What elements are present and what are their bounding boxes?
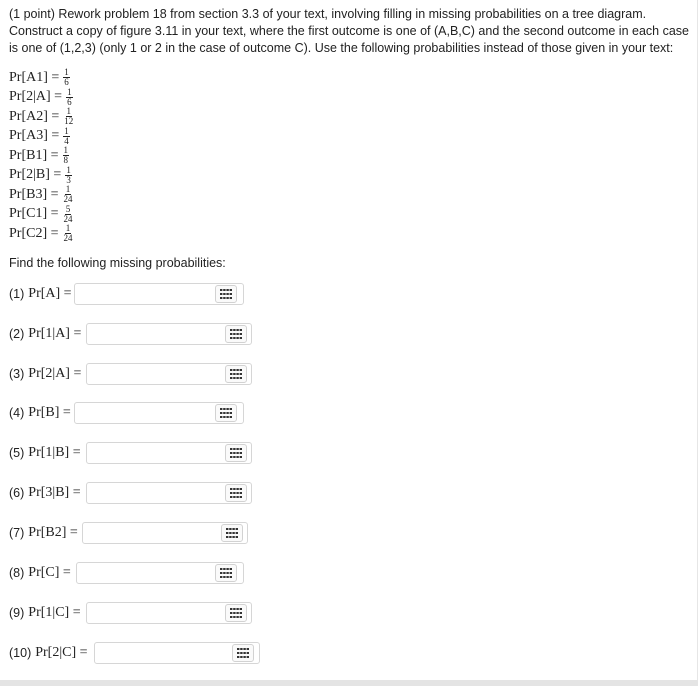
instructions-text: Find the following missing probabilities:	[9, 256, 226, 270]
fraction-denominator: 4	[64, 135, 69, 146]
given-row	[9, 107, 74, 127]
keypad-button[interactable]	[232, 644, 254, 662]
question-number: (2)	[9, 327, 25, 341]
keypad-button[interactable]	[221, 524, 243, 542]
keypad-button[interactable]	[215, 285, 237, 303]
given-label: Pr[B1] =	[9, 147, 59, 163]
question-row	[9, 640, 88, 666]
question-expression: Pr[3|B] =	[28, 485, 81, 500]
keypad-button[interactable]	[225, 325, 247, 343]
given-label: Pr[2|B] =	[9, 167, 62, 183]
given-fraction	[66, 88, 73, 107]
fraction-denominator: 6	[64, 77, 69, 88]
question-expression: Pr[1|B] =	[28, 445, 81, 460]
fraction-denominator: 24	[63, 233, 73, 244]
keypad-button[interactable]	[225, 365, 247, 383]
question-expression: Pr[2|A] =	[28, 366, 82, 381]
keypad-button[interactable]	[225, 484, 247, 502]
fraction-numerator: 1	[67, 86, 72, 97]
keypad-grid-icon	[230, 369, 242, 379]
keypad-grid-icon	[230, 448, 242, 458]
question-expression: Pr[C] =	[28, 565, 71, 580]
given-row	[9, 146, 74, 166]
question-expression: Pr[B] =	[28, 405, 71, 420]
question-number: (10)	[9, 646, 32, 660]
keypad-button[interactable]	[215, 564, 237, 582]
given-row	[9, 205, 74, 225]
question-expression: Pr[B2] =	[28, 525, 78, 540]
given-label: Pr[A1] =	[9, 69, 60, 85]
given-row	[9, 88, 74, 108]
given-fraction	[63, 185, 74, 204]
given-row	[9, 166, 74, 186]
given-label: Pr[A2] =	[9, 108, 60, 124]
given-probabilities	[9, 68, 74, 244]
question-row	[9, 400, 71, 426]
keypad-grid-icon	[230, 329, 242, 339]
question-expression: Pr[2|C] =	[35, 645, 88, 660]
keypad-button[interactable]	[225, 444, 247, 462]
keypad-grid-icon	[230, 608, 242, 618]
given-fraction	[63, 224, 74, 243]
given-label: Pr[A3] =	[9, 128, 60, 144]
keypad-button[interactable]	[225, 604, 247, 622]
question-row	[9, 600, 81, 626]
given-fraction	[63, 205, 74, 224]
question-expression: Pr[A] =	[28, 286, 72, 301]
given-fraction	[63, 68, 70, 87]
bottom-edge	[0, 680, 698, 686]
question-row	[9, 480, 81, 506]
fraction-numerator: 1	[66, 164, 71, 175]
given-row	[9, 127, 74, 147]
question-expression: Pr[1|C] =	[28, 605, 81, 620]
given-fraction	[63, 127, 70, 146]
question-number: (5)	[9, 446, 25, 460]
given-row	[9, 68, 74, 88]
fraction-numerator: 1	[65, 223, 71, 234]
question-row	[9, 361, 81, 387]
given-label: Pr[B3] =	[9, 186, 59, 202]
given-row	[9, 224, 74, 244]
question-number: (4)	[9, 406, 25, 420]
given-label: Pr[C1] =	[9, 206, 59, 222]
keypad-grid-icon	[220, 408, 232, 418]
fraction-denominator: 3	[66, 174, 71, 185]
question-number: (3)	[9, 367, 25, 381]
given-label: Pr[C2] =	[9, 225, 59, 241]
fraction-denominator: 8	[63, 155, 69, 166]
fraction-numerator: 1	[64, 125, 69, 136]
fraction-numerator: 1	[63, 145, 69, 156]
given-fraction	[65, 166, 72, 185]
fraction-numerator: 1	[65, 184, 71, 195]
keypad-grid-icon	[230, 488, 242, 498]
fraction-numerator: 1	[66, 106, 72, 117]
keypad-grid-icon	[226, 528, 238, 538]
question-row	[9, 281, 72, 307]
question-row	[9, 520, 78, 546]
problem-intro: (1 point) Rework problem 18 from section 3.3 of your text, involving filling in missing probabilities on a tree diagram. Construct a copy of figure 3.11 in your text, where the first outcome is one of (A,B,C) and the second outcome in each case is one of (1,2,3) (only 1 or 2 in the case of outcome C). Use the following probabilities instead of those given in your text:	[9, 7, 689, 55]
fraction-denominator: 6	[67, 96, 72, 107]
question-number: (6)	[9, 486, 25, 500]
question-row	[9, 560, 71, 586]
question-row	[9, 440, 81, 466]
fraction-denominator: 24	[63, 213, 73, 224]
question-number: (8)	[9, 566, 25, 580]
given-row	[9, 185, 74, 205]
given-fraction	[63, 146, 70, 165]
fraction-numerator: 5	[65, 203, 71, 214]
fraction-denominator: 24	[63, 194, 73, 205]
fraction-numerator: 1	[64, 67, 69, 78]
question-number: (9)	[9, 606, 25, 620]
keypad-grid-icon	[220, 289, 232, 299]
question-number: (1)	[9, 287, 25, 301]
keypad-button[interactable]	[215, 404, 237, 422]
keypad-grid-icon	[220, 568, 232, 578]
given-fraction	[63, 107, 74, 126]
question-expression: Pr[1|A] =	[28, 326, 82, 341]
keypad-grid-icon	[237, 648, 249, 658]
question-number: (7)	[9, 526, 25, 540]
fraction-denominator: 12	[64, 116, 74, 127]
question-row	[9, 321, 81, 347]
given-label: Pr[2|A] =	[9, 89, 63, 105]
